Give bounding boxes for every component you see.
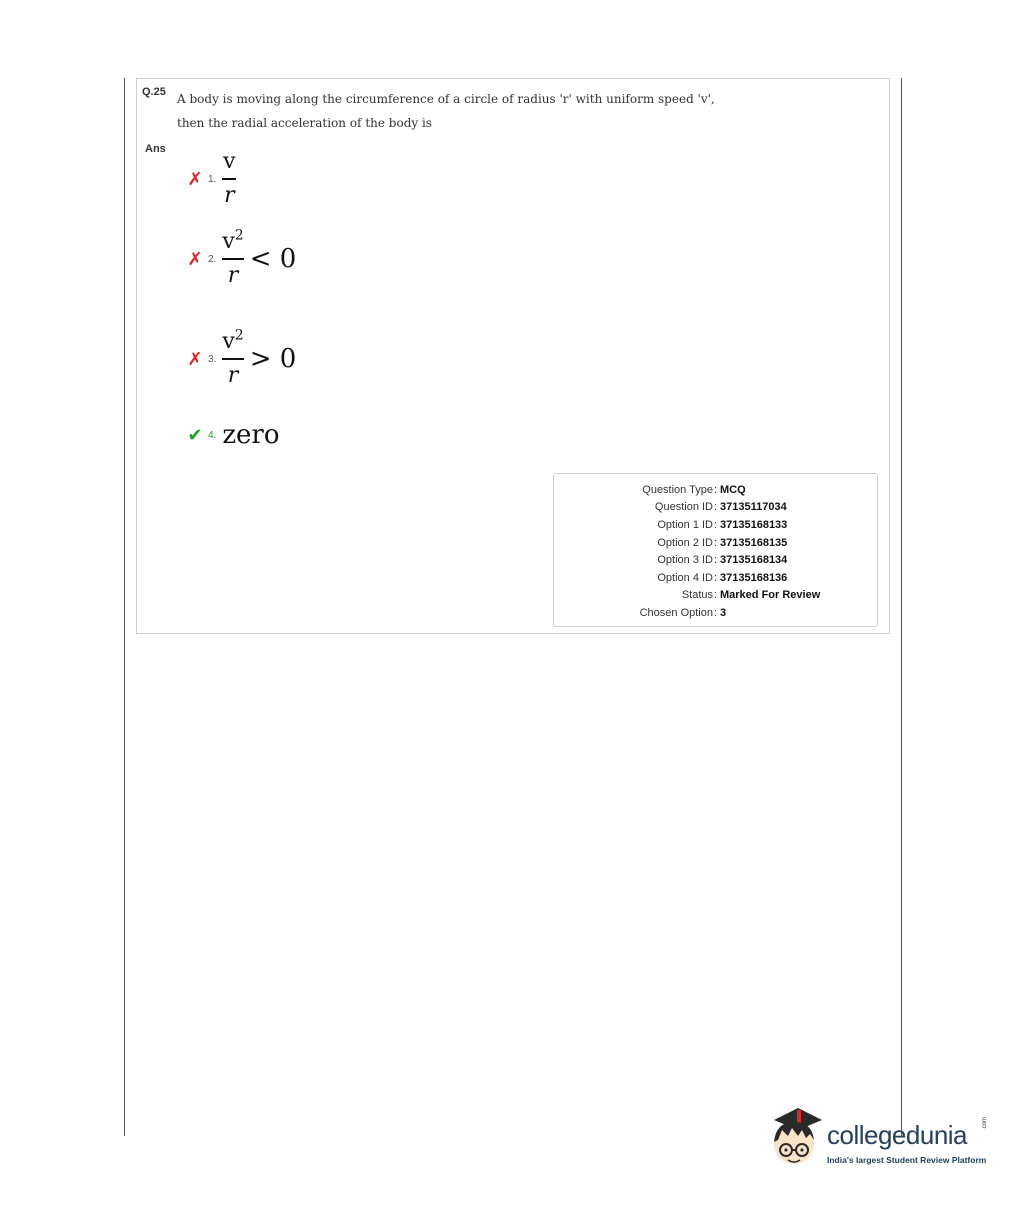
meta-row: Option 2 ID : 37135168135: [657, 536, 788, 549]
exponent: 2: [234, 327, 244, 344]
denominator: r: [227, 263, 239, 288]
fraction-bar: [222, 258, 243, 260]
option-1[interactable]: [185, 148, 236, 210]
option-number: 4.: [208, 429, 217, 441]
logo-wordmark: collegedunia: [827, 1120, 968, 1150]
meta-row: Option 1 ID : 37135168133: [657, 518, 788, 531]
question-metadata-panel: [553, 473, 878, 627]
fraction: [222, 328, 243, 390]
cross-icon: ✗: [187, 349, 203, 369]
cross-icon: ✗: [187, 249, 203, 269]
numerator: v: [222, 329, 235, 354]
meta-row: Question ID : 37135117034: [654, 501, 787, 514]
fraction: [222, 148, 236, 210]
option-number: 3.: [208, 353, 217, 365]
logo-dotcom: .com: [982, 1116, 988, 1130]
inequality: > 0: [249, 344, 297, 374]
option-2[interactable]: [185, 228, 296, 290]
meta-row: Option 4 ID : 37135168136: [657, 571, 788, 584]
question-text: A body is moving along the circumference of a circle of radius 'r' with uniform speed 'v', then the radial acceleration of the body is: [177, 92, 715, 130]
fraction-bar: [222, 358, 243, 360]
meta-row: Option 3 ID : 37135168134: [657, 554, 788, 567]
check-icon: ✔: [187, 425, 203, 445]
denominator: r: [224, 183, 235, 208]
option-3[interactable]: [185, 328, 296, 390]
page-border-right: [901, 78, 902, 1136]
mascot-icon: [764, 1100, 826, 1180]
meta-row: Question Type : MCQ: [642, 483, 746, 496]
option-4[interactable]: [185, 420, 280, 450]
logo-tagline: India's largest Student Review Platform: [827, 1155, 987, 1165]
option-number: 2.: [208, 253, 217, 265]
meta-row: Status : Marked For Review: [681, 589, 821, 602]
exponent: 2: [234, 227, 244, 244]
numerator: v: [222, 229, 235, 254]
numerator: v: [223, 149, 236, 174]
option-number: 1.: [208, 173, 217, 185]
fraction: [222, 228, 243, 290]
answer-label: Ans: [145, 143, 166, 155]
collegedunia-logo[interactable]: [764, 1100, 1004, 1180]
fraction-bar: [222, 178, 236, 180]
option-text: zero: [222, 420, 280, 450]
cross-icon: ✗: [187, 169, 203, 189]
page-border-left: [124, 78, 125, 1136]
question-number: Q.25: [142, 86, 166, 98]
denominator: r: [227, 363, 239, 388]
meta-row: Chosen Option : 3: [639, 606, 727, 619]
inequality: < 0: [249, 244, 297, 274]
